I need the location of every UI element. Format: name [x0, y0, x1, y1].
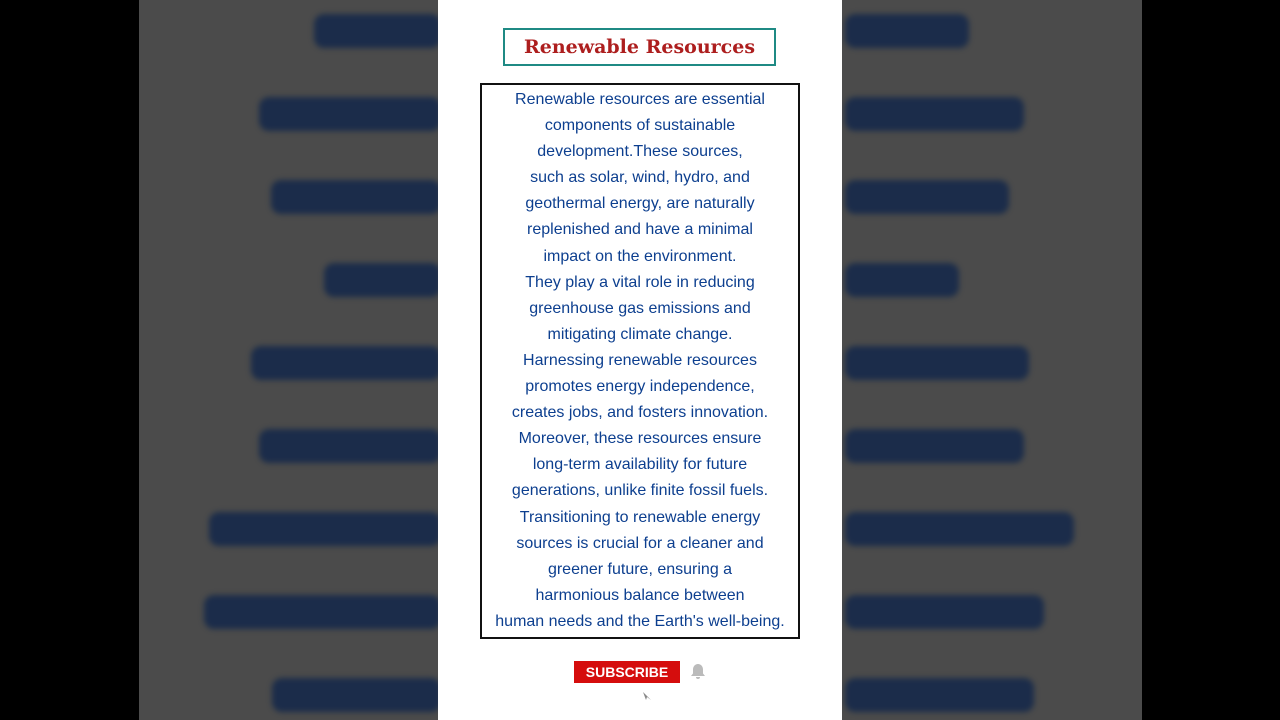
body-line: replenished and have a minimal [527, 221, 753, 239]
cursor-icon [641, 690, 653, 702]
body-line: Renewable resources are essential [515, 91, 765, 108]
blurred-text-shape [259, 429, 441, 463]
body-line: greenhouse gas emissions and [529, 299, 751, 317]
body-line: geothermal energy, are naturally [525, 195, 755, 213]
body-line: human needs and the Earth's well-being. [495, 612, 785, 630]
body-line: promotes energy independence, [525, 378, 755, 396]
blurred-text-shape [271, 180, 441, 214]
body-line: creates jobs, and fosters innovation. [511, 404, 769, 422]
body-line: mitigating climate change. [547, 325, 733, 343]
blurred-text-shape [845, 14, 969, 48]
blurred-text-shape [314, 14, 441, 48]
body-line: development.These sources, [537, 143, 743, 161]
body-line: greener future, ensuring a [547, 560, 733, 578]
body-line: impact on the environment. [543, 247, 737, 265]
body-line: Moreover, these resources ensure [518, 430, 762, 448]
body-line: generations, unlike finite fossil fuels. [511, 482, 769, 500]
body-line: Harnessing renewable resources [523, 351, 757, 369]
text-box [480, 83, 800, 639]
blurred-text-shape [845, 595, 1044, 629]
body-line: components of sustainable [544, 117, 736, 135]
content-panel [438, 0, 842, 720]
blurred-text-shape [845, 678, 1034, 712]
blurred-text-shape [204, 595, 441, 629]
body-line: sources is crucial for a cleaner and [516, 534, 764, 552]
body-line: long-term availability for future [532, 456, 748, 474]
blurred-text-shape [272, 678, 441, 712]
blurred-text-shape [845, 346, 1029, 380]
blurred-text-shape [845, 263, 959, 297]
blurred-text-shape [259, 97, 441, 131]
body-line: harmonious balance between [535, 586, 745, 604]
blurred-text-shape [324, 263, 441, 297]
blurred-text-shape [845, 512, 1074, 546]
blurred-text-shape [845, 97, 1024, 131]
blurred-text-shape [845, 429, 1024, 463]
subscribe-button[interactable]: SUBSCRIBE [574, 661, 680, 683]
bell-icon[interactable] [688, 662, 708, 682]
body-line: such as solar, wind, hydro, and [530, 169, 750, 187]
blurred-text-shape [251, 346, 441, 380]
body-line: They play a vital role in reducing [525, 273, 755, 291]
body-line: Transitioning to renewable energy [519, 508, 761, 526]
page-title: Renewable Resources [503, 28, 776, 66]
blurred-text-shape [845, 180, 1009, 214]
blurred-text-shape [209, 512, 441, 546]
